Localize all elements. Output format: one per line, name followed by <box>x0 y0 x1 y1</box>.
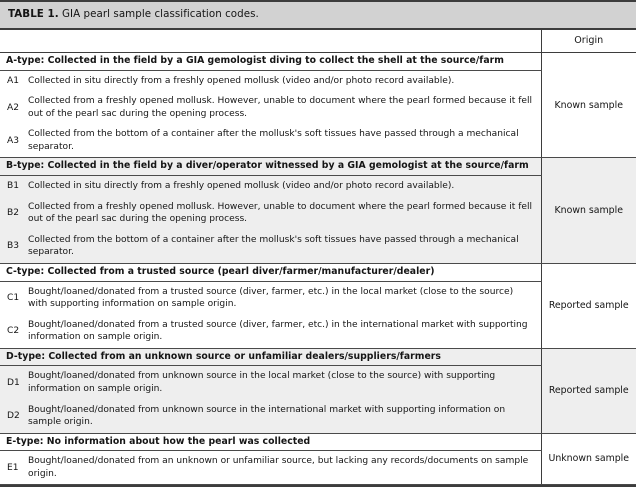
section-heading-c-type: C-type: Collected from a trusted source (pearl diver/farmer/manufacturer/dealer) <box>0 263 541 281</box>
code-cell-b2: B2 <box>0 197 24 230</box>
caption-text <box>8 9 259 20</box>
table-caption <box>0 0 636 30</box>
table-row <box>0 281 636 315</box>
origin-value-b-type: Known sample <box>541 158 636 263</box>
caption-description: GIA pearl sample classification codes. <box>58 8 259 21</box>
table-row <box>0 176 636 197</box>
section-heading-b-type: B-type: Collected in the field by a diver/operator witnessed by a GIA gemologist at the source/farm <box>0 158 541 176</box>
description-cell-d2: Bought/loaned/donated from unknown source in the international market with supporting information on sample origin. <box>24 400 541 434</box>
table-row <box>0 91 636 124</box>
table-row <box>0 400 636 434</box>
description-cell-d1: Bought/loaned/donated from unknown source in the local market (close to the source) with supporting information on sample origin. <box>24 366 541 400</box>
description-cell-b3: Collected from the bottom of a container after the mollusk's soft tissues have passed through a mechanical separator. <box>24 230 541 264</box>
table-row <box>0 230 636 264</box>
code-cell-c2: C2 <box>0 315 24 349</box>
section-heading-d-type: D-type: Collected from an unknown source or unfamiliar dealers/suppliers/farmers <box>0 348 541 366</box>
origin-value-c-type: Reported sample <box>541 263 636 348</box>
description-cell-a1: Collected in situ directly from a freshly opened mollusk (video and/or photo record available). <box>24 70 541 91</box>
description-cell-b1: Collected in situ directly from a freshly opened mollusk (video and/or photo record available). <box>24 176 541 197</box>
description-cell-c1: Bought/loaned/donated from a trusted source (diver, farmer, etc.) in the local market (close to the source) with supporting information on sample origin. <box>24 281 541 315</box>
section-header-row-d-type <box>0 348 636 366</box>
section-header-row-a-type <box>0 53 636 71</box>
description-cell-a3: Collected from the bottom of a container after the mollusk's soft tissues have passed through a mechanical separator. <box>24 124 541 158</box>
table-row <box>0 70 636 91</box>
code-cell-b1: B1 <box>0 176 24 197</box>
column-header-origin: Origin <box>541 30 636 53</box>
description-cell-a2: Collected from a freshly opened mollusk. However, unable to document where the pearl formed because it fell out of the pearl sac during the opening process. <box>24 91 541 124</box>
code-cell-d1: D1 <box>0 366 24 400</box>
origin-value-d-type: Reported sample <box>541 348 636 433</box>
code-cell-a3: A3 <box>0 124 24 158</box>
caption-label: TABLE 1. <box>8 8 59 21</box>
code-cell-a1: A1 <box>0 70 24 91</box>
section-header-row-c-type <box>0 263 636 281</box>
classification-codes-table <box>0 30 636 485</box>
table-body <box>0 30 636 485</box>
table-row <box>0 451 636 485</box>
code-cell-e1: E1 <box>0 451 24 485</box>
origin-value-e-type: Unknown sample <box>541 433 636 485</box>
code-cell-d2: D2 <box>0 400 24 434</box>
section-header-row-b-type <box>0 158 636 176</box>
table-row <box>0 124 636 158</box>
section-heading-e-type: E-type: No information about how the pearl was collected <box>0 433 541 451</box>
table-row <box>0 366 636 400</box>
table-row <box>0 315 636 349</box>
description-cell-e1: Bought/loaned/donated from an unknown or unfamiliar source, but lacking any records/documents on sample origin. <box>24 451 541 485</box>
description-cell-c2: Bought/loaned/donated from a trusted source (diver, farmer, etc.) in the international market with supporting information on sample origin. <box>24 315 541 349</box>
section-heading-a-type: A-type: Collected in the field by a GIA gemologist diving to collect the shell at the source/farm <box>0 53 541 71</box>
code-cell-c1: C1 <box>0 281 24 315</box>
origin-value-a-type: Known sample <box>541 53 636 158</box>
code-cell-a2: A2 <box>0 91 24 124</box>
table-header-row <box>0 30 636 53</box>
description-cell-b2: Collected from a freshly opened mollusk. However, unable to document where the pearl formed because it fell out of the pearl sac during the opening process. <box>24 197 541 230</box>
header-blank-cell <box>0 30 541 53</box>
table-row <box>0 197 636 230</box>
code-cell-b3: B3 <box>0 230 24 264</box>
section-header-row-e-type <box>0 433 636 451</box>
